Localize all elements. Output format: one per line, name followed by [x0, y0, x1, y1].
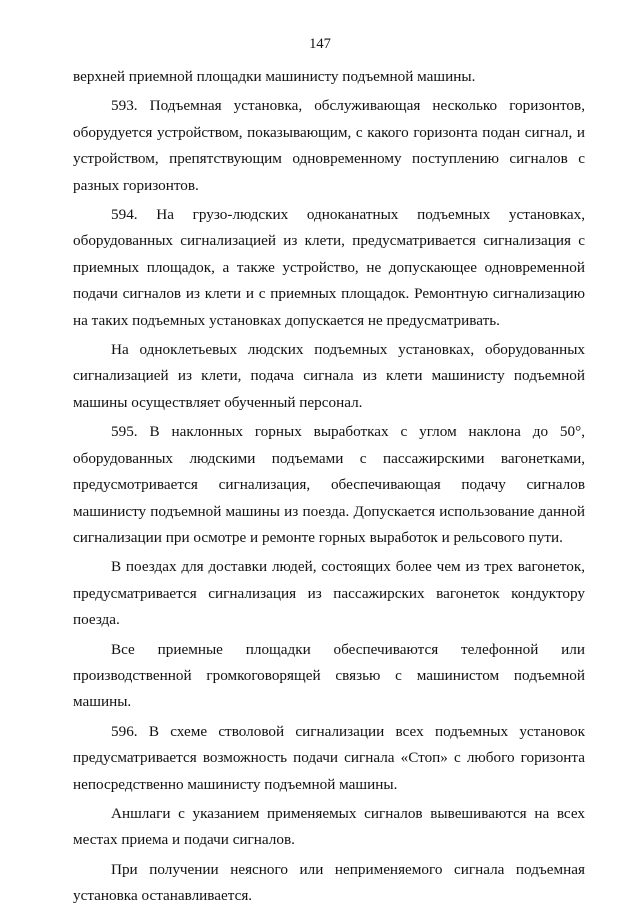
paragraph: 594. На грузо-людских одноканатных подъемных установках, оборудованных сигнализацией из клети, предусматривается сигнализация с приемных площадок, а также устройство, не допускающее одновременной подачи сигналов из клети и с приемных площадок. Ремонтную сигнализацию на таких подъемных установках допускается не предусматривать.	[73, 206, 585, 329]
paragraph: В поездах для доставки людей, состоящих более чем из трех вагонеток, предусматривается сигнализация из пассажирских вагонеток кондуктору поезда.	[73, 558, 585, 629]
paragraph: Аншлаги с указанием применяемых сигналов вывешиваются на всех местах приема и подачи сигналов.	[73, 804, 585, 849]
paragraph: 596. В схеме стволовой сигнализации всех подъемных установок предусматривается возможность подачи сигнала «Стоп» с любого горизонта непосредственно машинисту подъемной машины.	[73, 722, 585, 793]
paragraph: 593. Подъемная установка, обслуживающая несколько горизонтов, оборудуется устройством, показывающим, с какого горизонта подан сигнал, и устройством, препятствующим одновременному поступлению сигналов с разных горизонтов.	[73, 97, 585, 194]
paragraph: верхней приемной площадки машинисту подъемной машины.	[73, 68, 476, 85]
document-body	[73, 64, 585, 910]
paragraph: Все приемные площадки обеспечиваются телефонной или производственной громкоговорящей связью с машинистом подъемной машины.	[73, 640, 585, 711]
paragraph: При получении неясного или неприменяемого сигнала подъемная установка останавливается.	[73, 860, 585, 905]
paragraph: 595. В наклонных горных выработках с углом наклона до 50°, оборудованных людскими подъемами с пассажирскими вагонетками, предусмотривается сигнализация, обеспечивающая подачу сигналов машинисту подъемной машины из поезда. Допускается использование данной сигнализации при осмотре и ремонте горных выработок и рельсового пути.	[73, 423, 585, 546]
page-number: 147	[309, 36, 331, 52]
paragraph: На одноклетьевых людских подъемных установках, оборудованных сигнализацией из клети, подача сигнала из клети машинисту подъемной машины осуществляет обученный персонал.	[73, 341, 585, 411]
